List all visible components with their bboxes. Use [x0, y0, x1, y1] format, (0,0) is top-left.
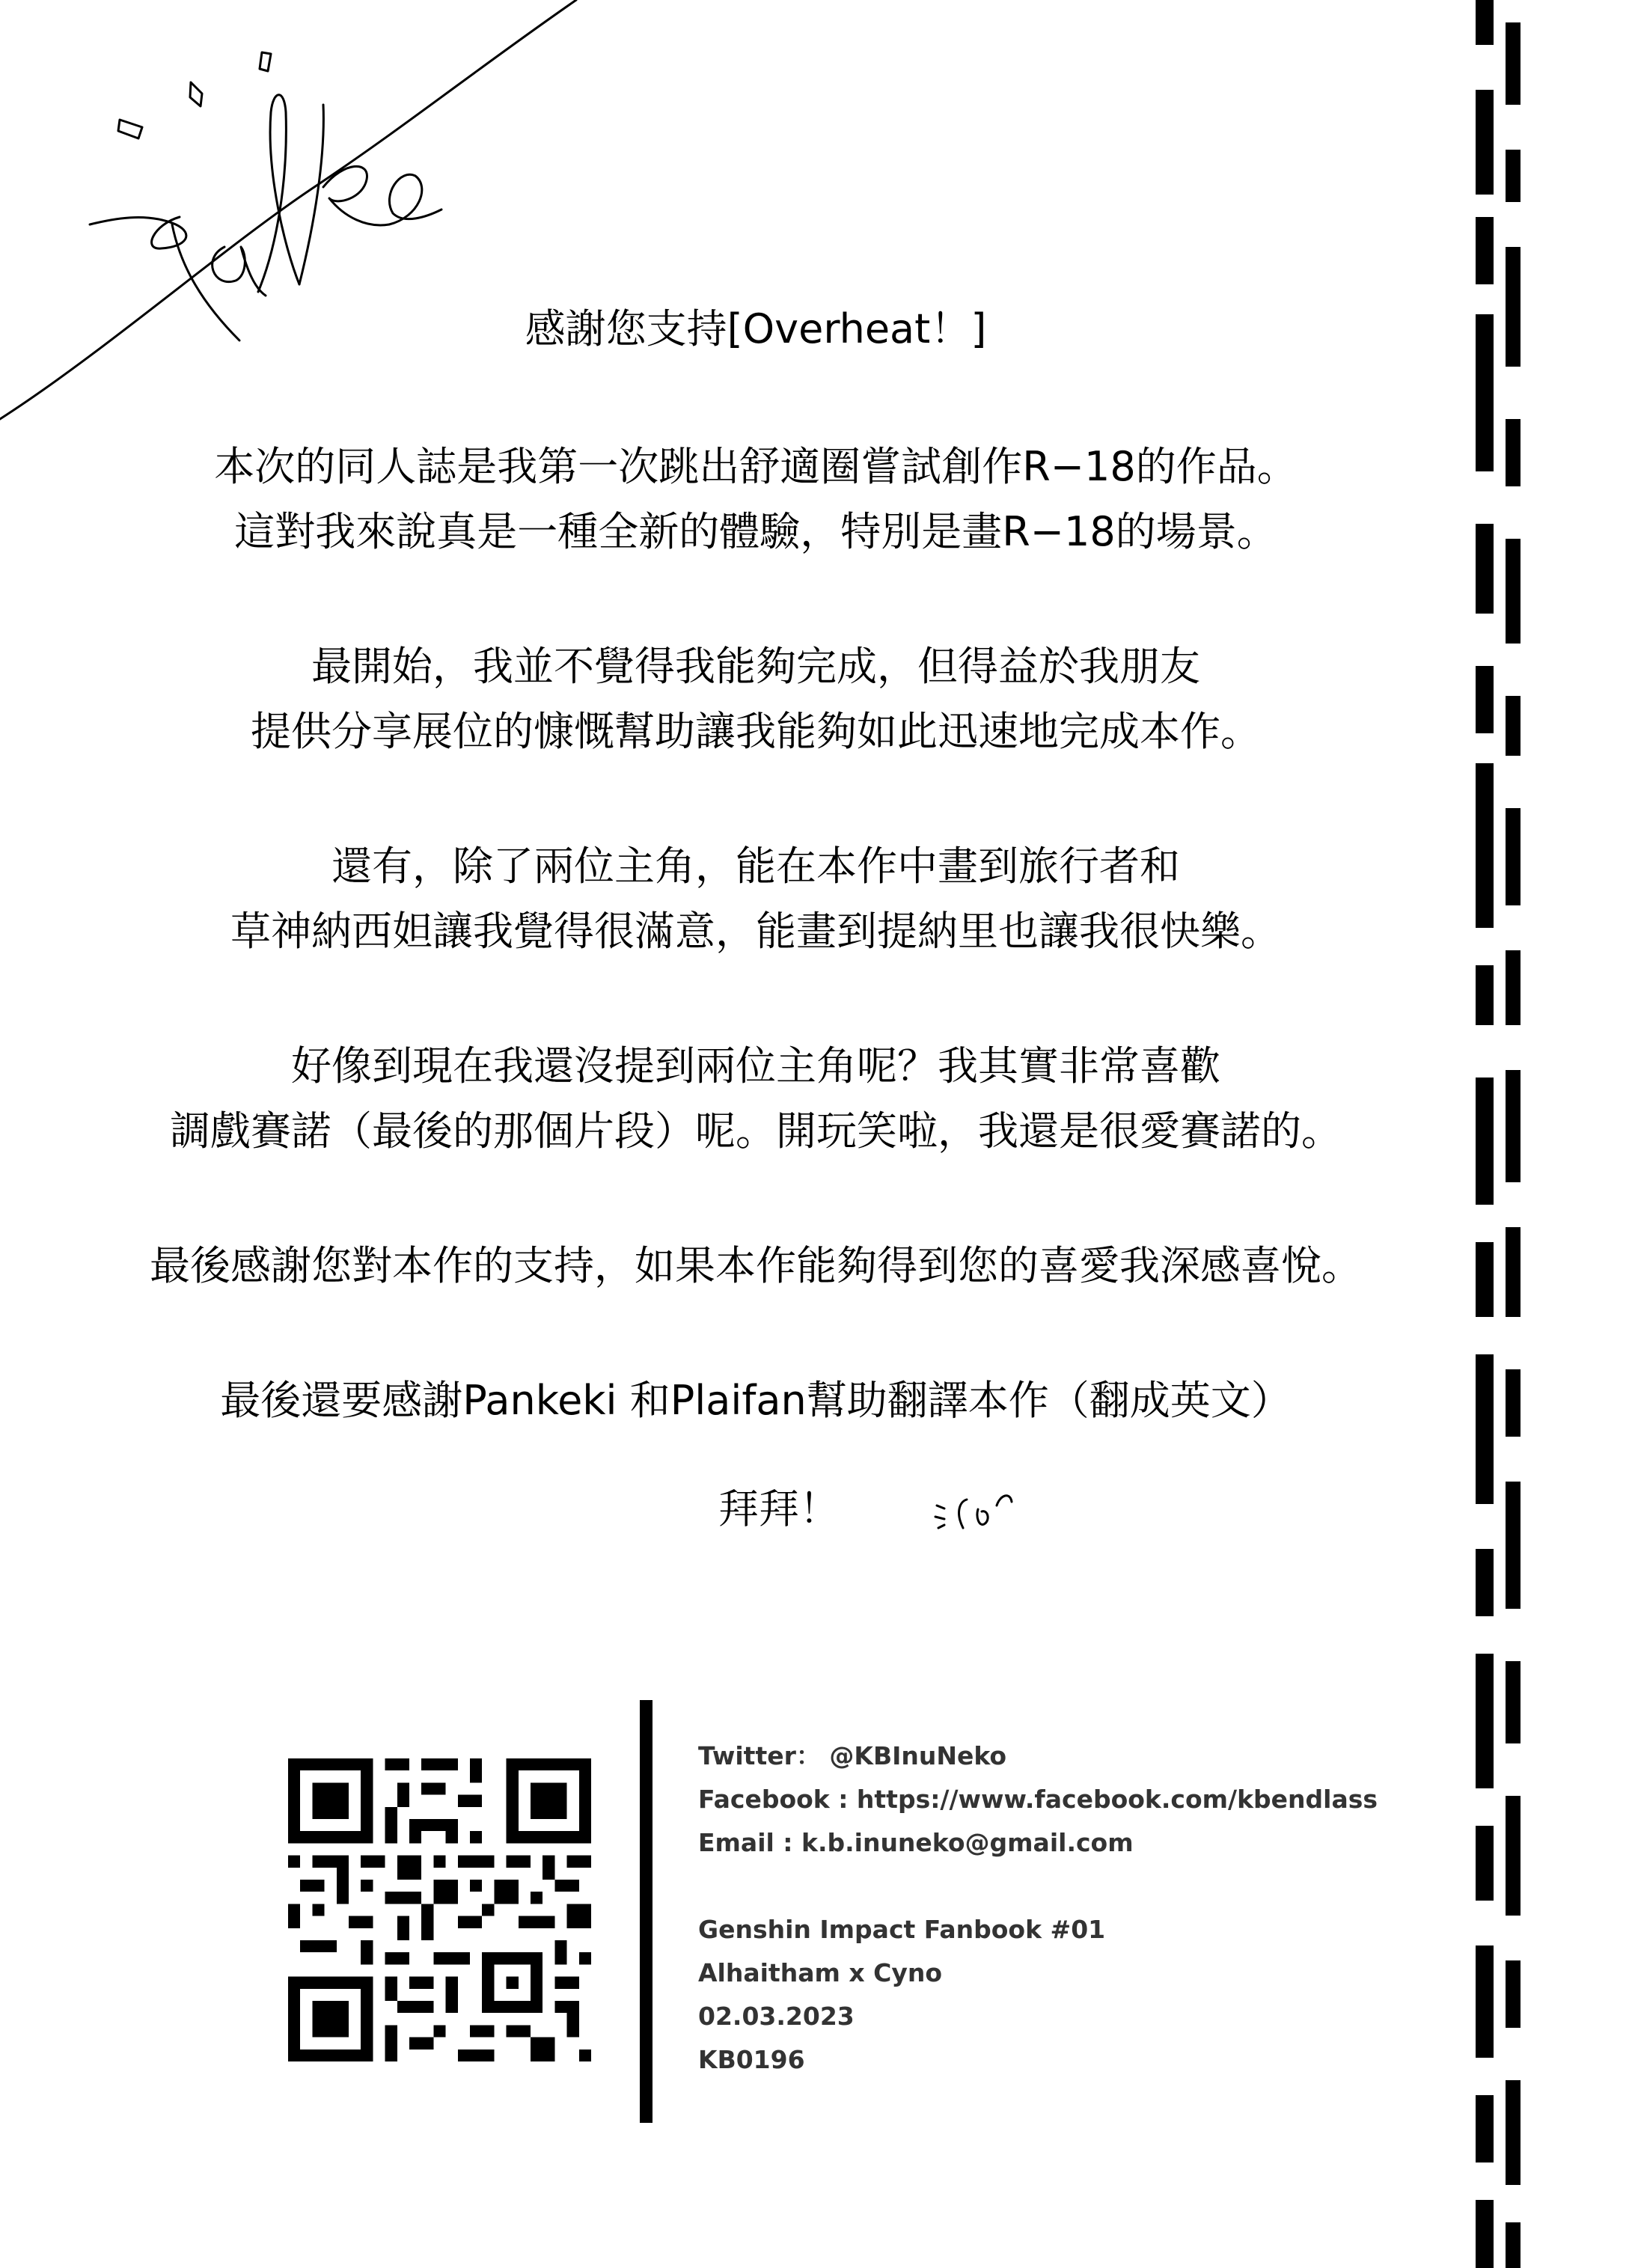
- paragraph-line: 調戲賽諾（最後的那個片段）呢。開玩笑啦，我還是很愛賽諾的。: [170, 1107, 1342, 1155]
- thank-you-message: [0, 292, 1512, 1503]
- script-l: [258, 95, 299, 292]
- publish-date: 02.03.2023: [698, 2002, 855, 2031]
- paragraph-line: 這對我來說真是一種全新的體驗，特別是畫R−18的場景。: [234, 508, 1277, 555]
- paragraph-side-characters: [0, 834, 1512, 964]
- paragraph-line: 最後感謝您對本作的支持，如果本作能夠得到您的喜愛我深感喜悅。: [150, 1242, 1362, 1289]
- script-a: [213, 247, 266, 296]
- farewell-row: [718, 1476, 1034, 1543]
- paragraph-thanks-translators: [0, 1368, 1512, 1433]
- spacer: [698, 1865, 1378, 1908]
- pairing: Alhaitham x Cyno: [698, 1958, 943, 1987]
- paragraph-protagonists: [0, 1033, 1512, 1164]
- paragraph-line: 最開始，我並不覺得我能夠完成，但得益於我朋友: [311, 643, 1200, 690]
- book-title: Genshin Impact Fanbook #01: [698, 1915, 1106, 1944]
- twitter-handle: Twitter： @KBInuNeko: [698, 1741, 1007, 1770]
- qr-code: [288, 1758, 591, 2061]
- script-k: [299, 105, 389, 284]
- paragraph-line: 提供分享展位的慷慨幫助讓我能夠如此迅速地完成本作。: [251, 708, 1261, 755]
- dash-2: [190, 82, 202, 106]
- paragraph-line: 本次的同人誌是我第一次跳出舒適圈嘗試創作R−18的作品。: [214, 443, 1298, 490]
- paragraph-line: 還有，除了兩位主角，能在本作中畫到旅行者和: [331, 843, 1180, 890]
- message-title: 感謝您支持[Overheat！]: [525, 305, 987, 352]
- script-e: [389, 174, 441, 224]
- book-code: KB0196: [698, 2045, 805, 2074]
- facebook-link: Facebook : https://www.facebook.com/kbendlass: [698, 1785, 1378, 1814]
- email-address: Email : k.b.inuneko@gmail.com: [698, 1828, 1134, 1857]
- paragraph-line: 最後還要感謝Pankeki 和Plaifan幫助翻譯本作（翻成英文）: [220, 1377, 1292, 1424]
- footer-divider: [640, 1700, 652, 2123]
- paragraph-line: 好像到現在我還沒提到兩位主角呢？我其實非常喜歡: [291, 1042, 1220, 1089]
- paragraph-first-r18: [0, 434, 1512, 564]
- farewell-text: 拜拜！: [718, 1485, 840, 1532]
- paragraph-thanks-reader: [0, 1233, 1512, 1298]
- paragraph-friend-help: [0, 634, 1512, 764]
- paragraph-line: 草神納西妲讓我覺得很滿意，能畫到提納里也讓我很快樂。: [230, 908, 1281, 955]
- dash-3: [260, 52, 271, 71]
- dash-1: [118, 120, 142, 138]
- author-credits: [698, 1734, 1378, 2082]
- doodle-face-icon: [922, 1476, 1034, 1543]
